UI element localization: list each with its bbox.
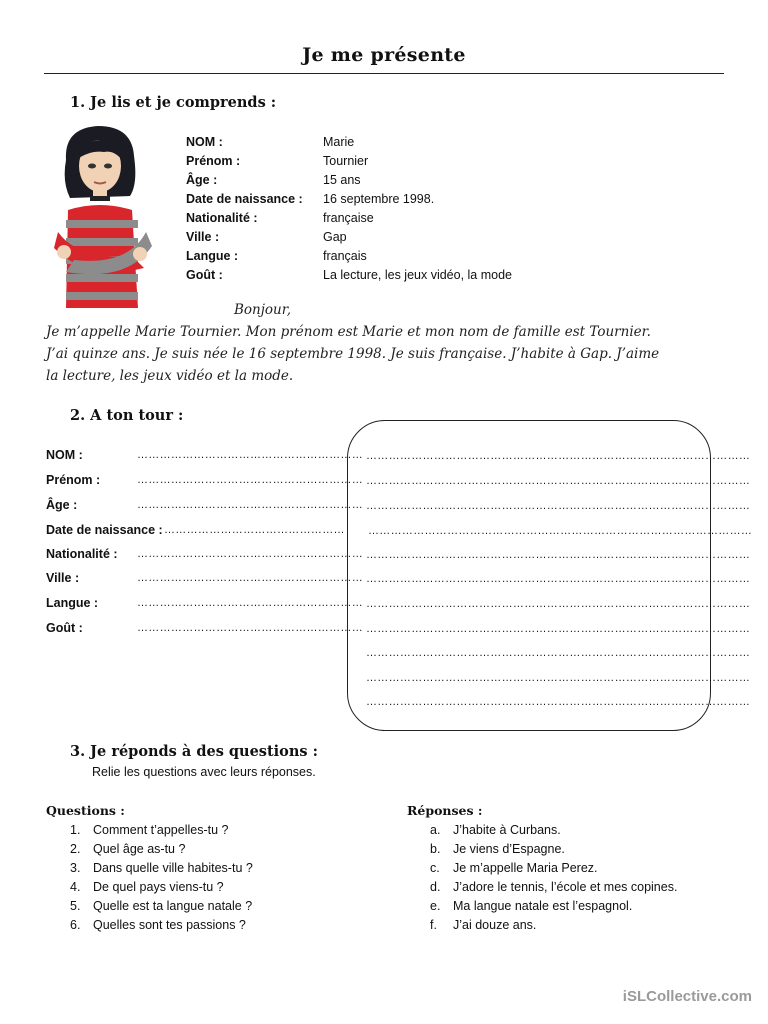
instruction-text: Relie les questions avec leurs réponses. xyxy=(92,765,316,779)
question-item: Quelles sont tes passions ? xyxy=(93,918,246,932)
question-item: Dans quelle ville habites-tu ? xyxy=(93,861,253,875)
form-dots[interactable]: …………………………………………………… xyxy=(137,597,363,609)
answer-item: J’habite à Curbans. xyxy=(453,823,561,837)
question-item: Comment t’appelles-tu ? xyxy=(93,823,229,837)
answer-letters xyxy=(430,821,452,935)
profile-value: Tournier xyxy=(323,154,369,168)
profile-value: Gap xyxy=(323,230,347,244)
box-line[interactable]: ………………………………………………………………………………………… xyxy=(366,549,751,561)
profile-label: NOM : xyxy=(186,135,223,149)
box-line[interactable]: ………………………………………………………………………………………… xyxy=(366,598,751,610)
letter-line: Je m’appelle Marie Tournier. Mon prénom est Marie et mon nom de famille est Tournier. xyxy=(46,324,651,340)
answer-list xyxy=(453,821,743,935)
form-dots[interactable]: …………………………………………………… xyxy=(137,474,363,486)
question-number: 1. xyxy=(70,823,81,837)
form-label: Date de naissance : xyxy=(46,523,163,537)
box-line[interactable]: ………………………………………………………………………………………… xyxy=(366,450,751,462)
answer-item: Je viens d’Espagne. xyxy=(453,842,565,856)
question-item: Quelle est ta langue natale ? xyxy=(93,899,253,913)
form-dots[interactable]: …………………………………………………… xyxy=(137,572,363,584)
form-label: Goût : xyxy=(46,621,83,635)
section-3-heading: 3. Je réponds à des questions : xyxy=(70,743,318,760)
answer-letter: b. xyxy=(430,842,441,856)
form-dots[interactable]: …………………………………………………… xyxy=(137,622,363,634)
box-line[interactable]: ………………………………………………………………………………………… xyxy=(366,672,751,684)
profile-label: Nationalité : xyxy=(186,211,258,225)
form-label: Prénom : xyxy=(46,473,101,487)
answer-item: Je m’appelle Maria Perez. xyxy=(453,861,598,875)
form-label: NOM : xyxy=(46,448,83,462)
profile-label: Ville : xyxy=(186,230,220,244)
site-watermark[interactable]: iSLCollective.com xyxy=(622,988,752,1005)
section-2-heading: 2. A ton tour : xyxy=(70,407,184,424)
answer-letter: f. xyxy=(430,918,437,932)
question-numbers xyxy=(70,821,92,935)
question-number: 6. xyxy=(70,918,81,932)
page-title: Je me présente xyxy=(302,44,466,66)
answers-heading: Réponses : xyxy=(407,803,483,818)
question-number: 5. xyxy=(70,899,81,913)
letter-greeting: Bonjour, xyxy=(234,302,292,318)
box-line[interactable]: ………………………………………………………………………………………… xyxy=(366,647,751,659)
box-line[interactable]: ………………………………………………………………………………………… xyxy=(366,500,751,512)
profile-value: 16 septembre 1998. xyxy=(323,192,435,206)
letter-line: J’ai quinze ans. Je suis née le 16 septembre 1998. Je suis française. J’habite à Gap. J’aime xyxy=(46,346,660,362)
title-rule xyxy=(44,73,724,74)
question-number: 3. xyxy=(70,861,81,875)
form-label: Âge : xyxy=(46,498,78,512)
question-item: Quel âge as-tu ? xyxy=(93,842,186,856)
answer-item: Ma langue natale est l’espagnol. xyxy=(453,899,633,913)
form-dots[interactable]: …………………………………………………… xyxy=(137,548,363,560)
answer-letter: c. xyxy=(430,861,440,875)
form-label: Langue : xyxy=(46,596,99,610)
form-label: Ville : xyxy=(46,571,80,585)
profile-value: français xyxy=(323,249,367,263)
profile-label: Âge : xyxy=(186,173,218,187)
answer-letter: d. xyxy=(430,880,441,894)
box-line[interactable]: ………………………………………………………………………………………… xyxy=(366,573,751,585)
answer-item: J’adore le tennis, l’école et mes copines. xyxy=(453,880,678,894)
girl-illustration xyxy=(48,120,158,312)
box-line[interactable]: ………………………………………………………………………………………… xyxy=(368,525,753,537)
form-dots[interactable]: ………………………………………… xyxy=(164,524,345,536)
question-item: De quel pays viens-tu ? xyxy=(93,880,224,894)
profile-label: Langue : xyxy=(186,249,239,263)
box-line[interactable]: ………………………………………………………………………………………… xyxy=(366,696,751,708)
profile-value: Marie xyxy=(323,135,355,149)
answer-item: J’ai douze ans. xyxy=(453,918,537,932)
profile-label: Date de naissance : xyxy=(186,192,303,206)
question-list xyxy=(93,821,373,935)
box-line[interactable]: ………………………………………………………………………………………… xyxy=(366,475,751,487)
question-number: 4. xyxy=(70,880,81,894)
profile-values xyxy=(323,133,583,285)
box-line[interactable]: ………………………………………………………………………………………… xyxy=(366,623,751,635)
section-1-heading: 1. Je lis et je comprends : xyxy=(70,94,277,111)
form-dots[interactable]: …………………………………………………… xyxy=(137,499,363,511)
letter-line: la lecture, les jeux vidéo et la mode. xyxy=(46,368,294,384)
form-dots[interactable]: …………………………………………………… xyxy=(137,449,363,461)
profile-value: La lecture, les jeux vidéo, la mode xyxy=(323,268,512,282)
profile-label: Goût : xyxy=(186,268,223,282)
profile-labels xyxy=(186,133,324,285)
answer-letter: e. xyxy=(430,899,441,913)
profile-value: 15 ans xyxy=(323,173,361,187)
form-label: Nationalité : xyxy=(46,547,118,561)
answer-letter: a. xyxy=(430,823,441,837)
question-number: 2. xyxy=(70,842,81,856)
profile-label: Prénom : xyxy=(186,154,241,168)
questions-heading: Questions : xyxy=(46,803,125,818)
profile-value: française xyxy=(323,211,374,225)
